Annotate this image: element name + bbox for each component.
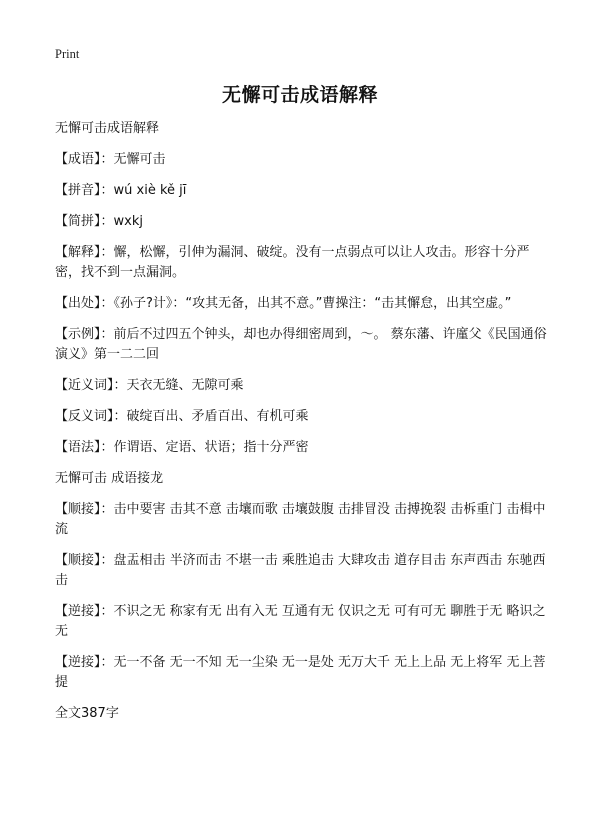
chain-value: 盘盂相击 半济而击 不堪一击 乘胜追击 大肆攻击 道存目击 东声西击 东驰西击 (55, 553, 546, 588)
chain-nijie-1 (55, 602, 555, 642)
chain-key: 【顺接】： (55, 502, 114, 517)
entry-key: 【简拼】： (55, 214, 114, 229)
entry-value: 破绽百出、矛盾百出、有机可乘 (126, 409, 309, 424)
entry-pinyin (55, 181, 555, 201)
chain-key: 【逆接】： (55, 604, 114, 619)
intro-heading: 无懈可击成语解释 (55, 121, 160, 136)
entry-jieshi (55, 243, 555, 283)
entry-value: 作谓语、定语、状语；指十分严密 (113, 440, 309, 455)
chain-value: 无一不备 无一不知 无一尘染 无一是处 无万大千 无上上品 无上将军 无上菩提 (55, 655, 546, 690)
chain-key: 【逆接】： (55, 655, 114, 670)
chain-shunjie-2 (55, 551, 555, 591)
entry-yufa (55, 438, 555, 458)
chain-key: 【顺接】： (55, 553, 114, 568)
entry-value: 无懈可击 (113, 152, 166, 167)
entry-jinyici (55, 376, 555, 396)
page-title: 无懈可击成语解释 (221, 84, 378, 106)
entry-chuchu (55, 294, 555, 314)
entry-key: 【反义词】： (55, 409, 127, 424)
entry-key: 【出处】： (55, 296, 114, 311)
entry-shili (55, 325, 555, 365)
chain-value: 不识之无 称家有无 出有入无 互通有无 仅识之无 可有可无 聊胜于无 略识之无 (55, 604, 546, 639)
entry-key: 【示例】： (55, 327, 114, 342)
entry-key: 【拼音】： (55, 183, 114, 198)
entry-key: 【成语】： (55, 152, 114, 167)
entry-value: 前后不过四五个钟头，却也办得细密周到，～。 蔡东藩、许廑父《民国通俗演义》第一二二回 (55, 327, 547, 362)
entry-chengyu (55, 150, 555, 170)
entry-value: 懈，松懈，引伸为漏洞、破绽。没有一点弱点可以让人攻击。形容十分严密，找不到一点漏洞。 (55, 245, 530, 280)
chain-value: 击中要害 击其不意 击壤而歌 击壤鼓腹 击排冒没 击搏挽裂 击柝重门 击楫中流 (55, 502, 546, 537)
entry-fanyici (55, 407, 555, 427)
entry-jianpin (55, 212, 555, 232)
chain-heading: 无懈可击 成语接龙 (55, 471, 164, 486)
word-count: 全文387字 (55, 706, 119, 721)
entry-value: 《孙子?计》：“攻其无备，出其不意。”曹操注：“击其懈怠，出其空虚。” (113, 296, 512, 311)
entry-key: 【近义词】： (55, 378, 127, 393)
chain-nijie-2 (55, 653, 555, 693)
print-label: Print (55, 47, 80, 61)
entry-value: wú xiè kě jī (113, 183, 187, 198)
entry-key: 【语法】： (55, 440, 114, 455)
entry-value: 天衣无缝、无隙可乘 (126, 378, 244, 393)
content-body (55, 119, 555, 724)
entry-key: 【解释】： (55, 245, 114, 260)
entry-value: wxkj (113, 214, 143, 229)
chain-shunjie-1 (55, 500, 555, 540)
